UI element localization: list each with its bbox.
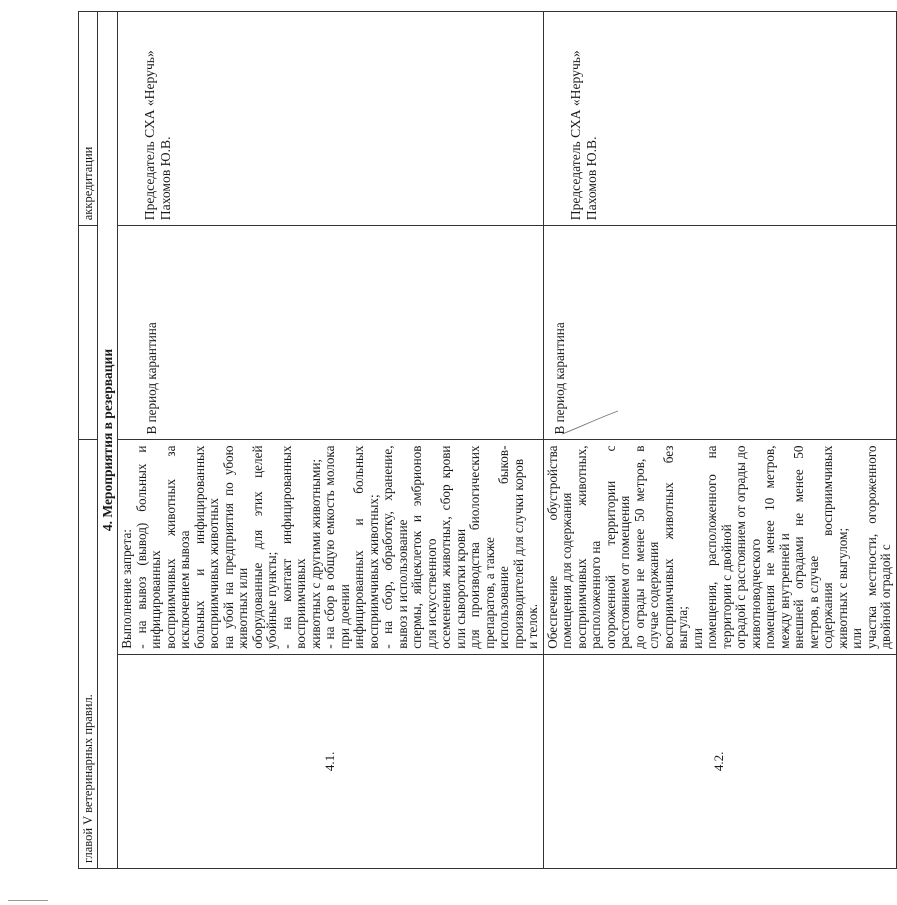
action-line: для производства биологических препаратов, а также <box>467 445 497 649</box>
action-text <box>546 446 894 649</box>
action-line: восприимчивых животных без выгула; <box>660 445 690 649</box>
action-line: или <box>689 628 705 649</box>
action-text <box>120 446 541 649</box>
responsible-text: Председатель СХА «Неручь» Пахомов Ю.В. <box>142 50 173 221</box>
section-heading-row <box>98 12 118 869</box>
action-line: животных с другими животными; <box>307 458 323 649</box>
action-line: - на контакт инфицированных восприимчивых <box>278 445 308 649</box>
action-line: оборудованные для этих целей убойные пункты; <box>249 445 279 649</box>
action-line: инфицированных и больных восприимчивых животных; <box>351 445 381 649</box>
page-edge-line <box>8 900 48 901</box>
measures-table <box>78 11 897 869</box>
action-line: - на сбор в общую емкость молока при доении <box>322 445 352 649</box>
action-line: - на вывоз (вывод) больных и инфицированных <box>133 445 163 649</box>
table-row <box>543 12 896 869</box>
action-line: восприимчивых животных за исключением вывоза <box>162 445 192 649</box>
section-title: 4. Мероприятия в резервации <box>98 12 118 869</box>
table-body <box>79 12 897 869</box>
action-line: или <box>849 628 864 649</box>
action-line: содержания восприимчивых животных с выгулом; <box>820 445 850 649</box>
action-cell <box>118 440 544 654</box>
action-line: использование быков-производителей для случки коров <box>496 445 526 649</box>
row-number-cell <box>118 654 544 868</box>
carry-over-text: главой V ветеринарных правил. <box>79 440 98 869</box>
action-line: огороженной территории с расстоянием от помещения <box>602 445 632 649</box>
action-line: спермы, яйцеклеток и эмбрионов для искусственного <box>409 445 439 649</box>
action-line: до ограды не менее 50 метров, в случае содержания <box>631 445 661 649</box>
action-line: Обеспечение обустройства помещения для содержания <box>544 445 574 649</box>
action-line: помещения, расположенного на территории с двойной <box>704 445 734 649</box>
term-text: В период карантина <box>144 322 159 435</box>
action-line: осеменения животных, сбор крови или сыворотки крови <box>438 445 468 649</box>
action-line: участка местности, огороженного двойной оградой с <box>863 445 893 649</box>
action-line: - на сбор, обработку, хранение, вывоз и использование <box>380 445 410 649</box>
responsible-cell <box>118 12 544 226</box>
carry-over-empty-cell <box>79 226 98 440</box>
row-number-cell <box>543 654 896 868</box>
carry-over-row <box>79 12 98 869</box>
row-number: 4.1. <box>322 751 337 772</box>
row-number: 4.2. <box>711 751 727 772</box>
term-cell <box>118 226 544 440</box>
responsible-cell <box>543 12 896 226</box>
responsible-text: Председатель СХА «Неручь» Пахомов Ю.В. <box>567 50 599 221</box>
action-line: Выполнение запрета: <box>119 529 134 649</box>
pen-stroke-mark <box>560 408 620 438</box>
table-row <box>118 12 544 869</box>
action-line: восприимчивых животных, расположенного на <box>573 445 603 649</box>
action-line: больных и инфицированных восприимчивых животных <box>191 445 221 649</box>
term-text: В период карантина <box>551 322 567 435</box>
carry-over-right-text: аккредитации <box>79 12 98 226</box>
action-line: оградой с расстоянием от ограды до животноводческого <box>733 445 763 649</box>
action-line: помещения не менее 10 метров, между внутренней и <box>762 445 792 649</box>
action-cell <box>543 440 896 654</box>
action-line: на убой на предприятия по убою животных или <box>220 445 250 649</box>
action-line: внешней оградами не менее 50 метров, в случае <box>791 445 821 649</box>
action-line: и телок. <box>525 603 540 649</box>
